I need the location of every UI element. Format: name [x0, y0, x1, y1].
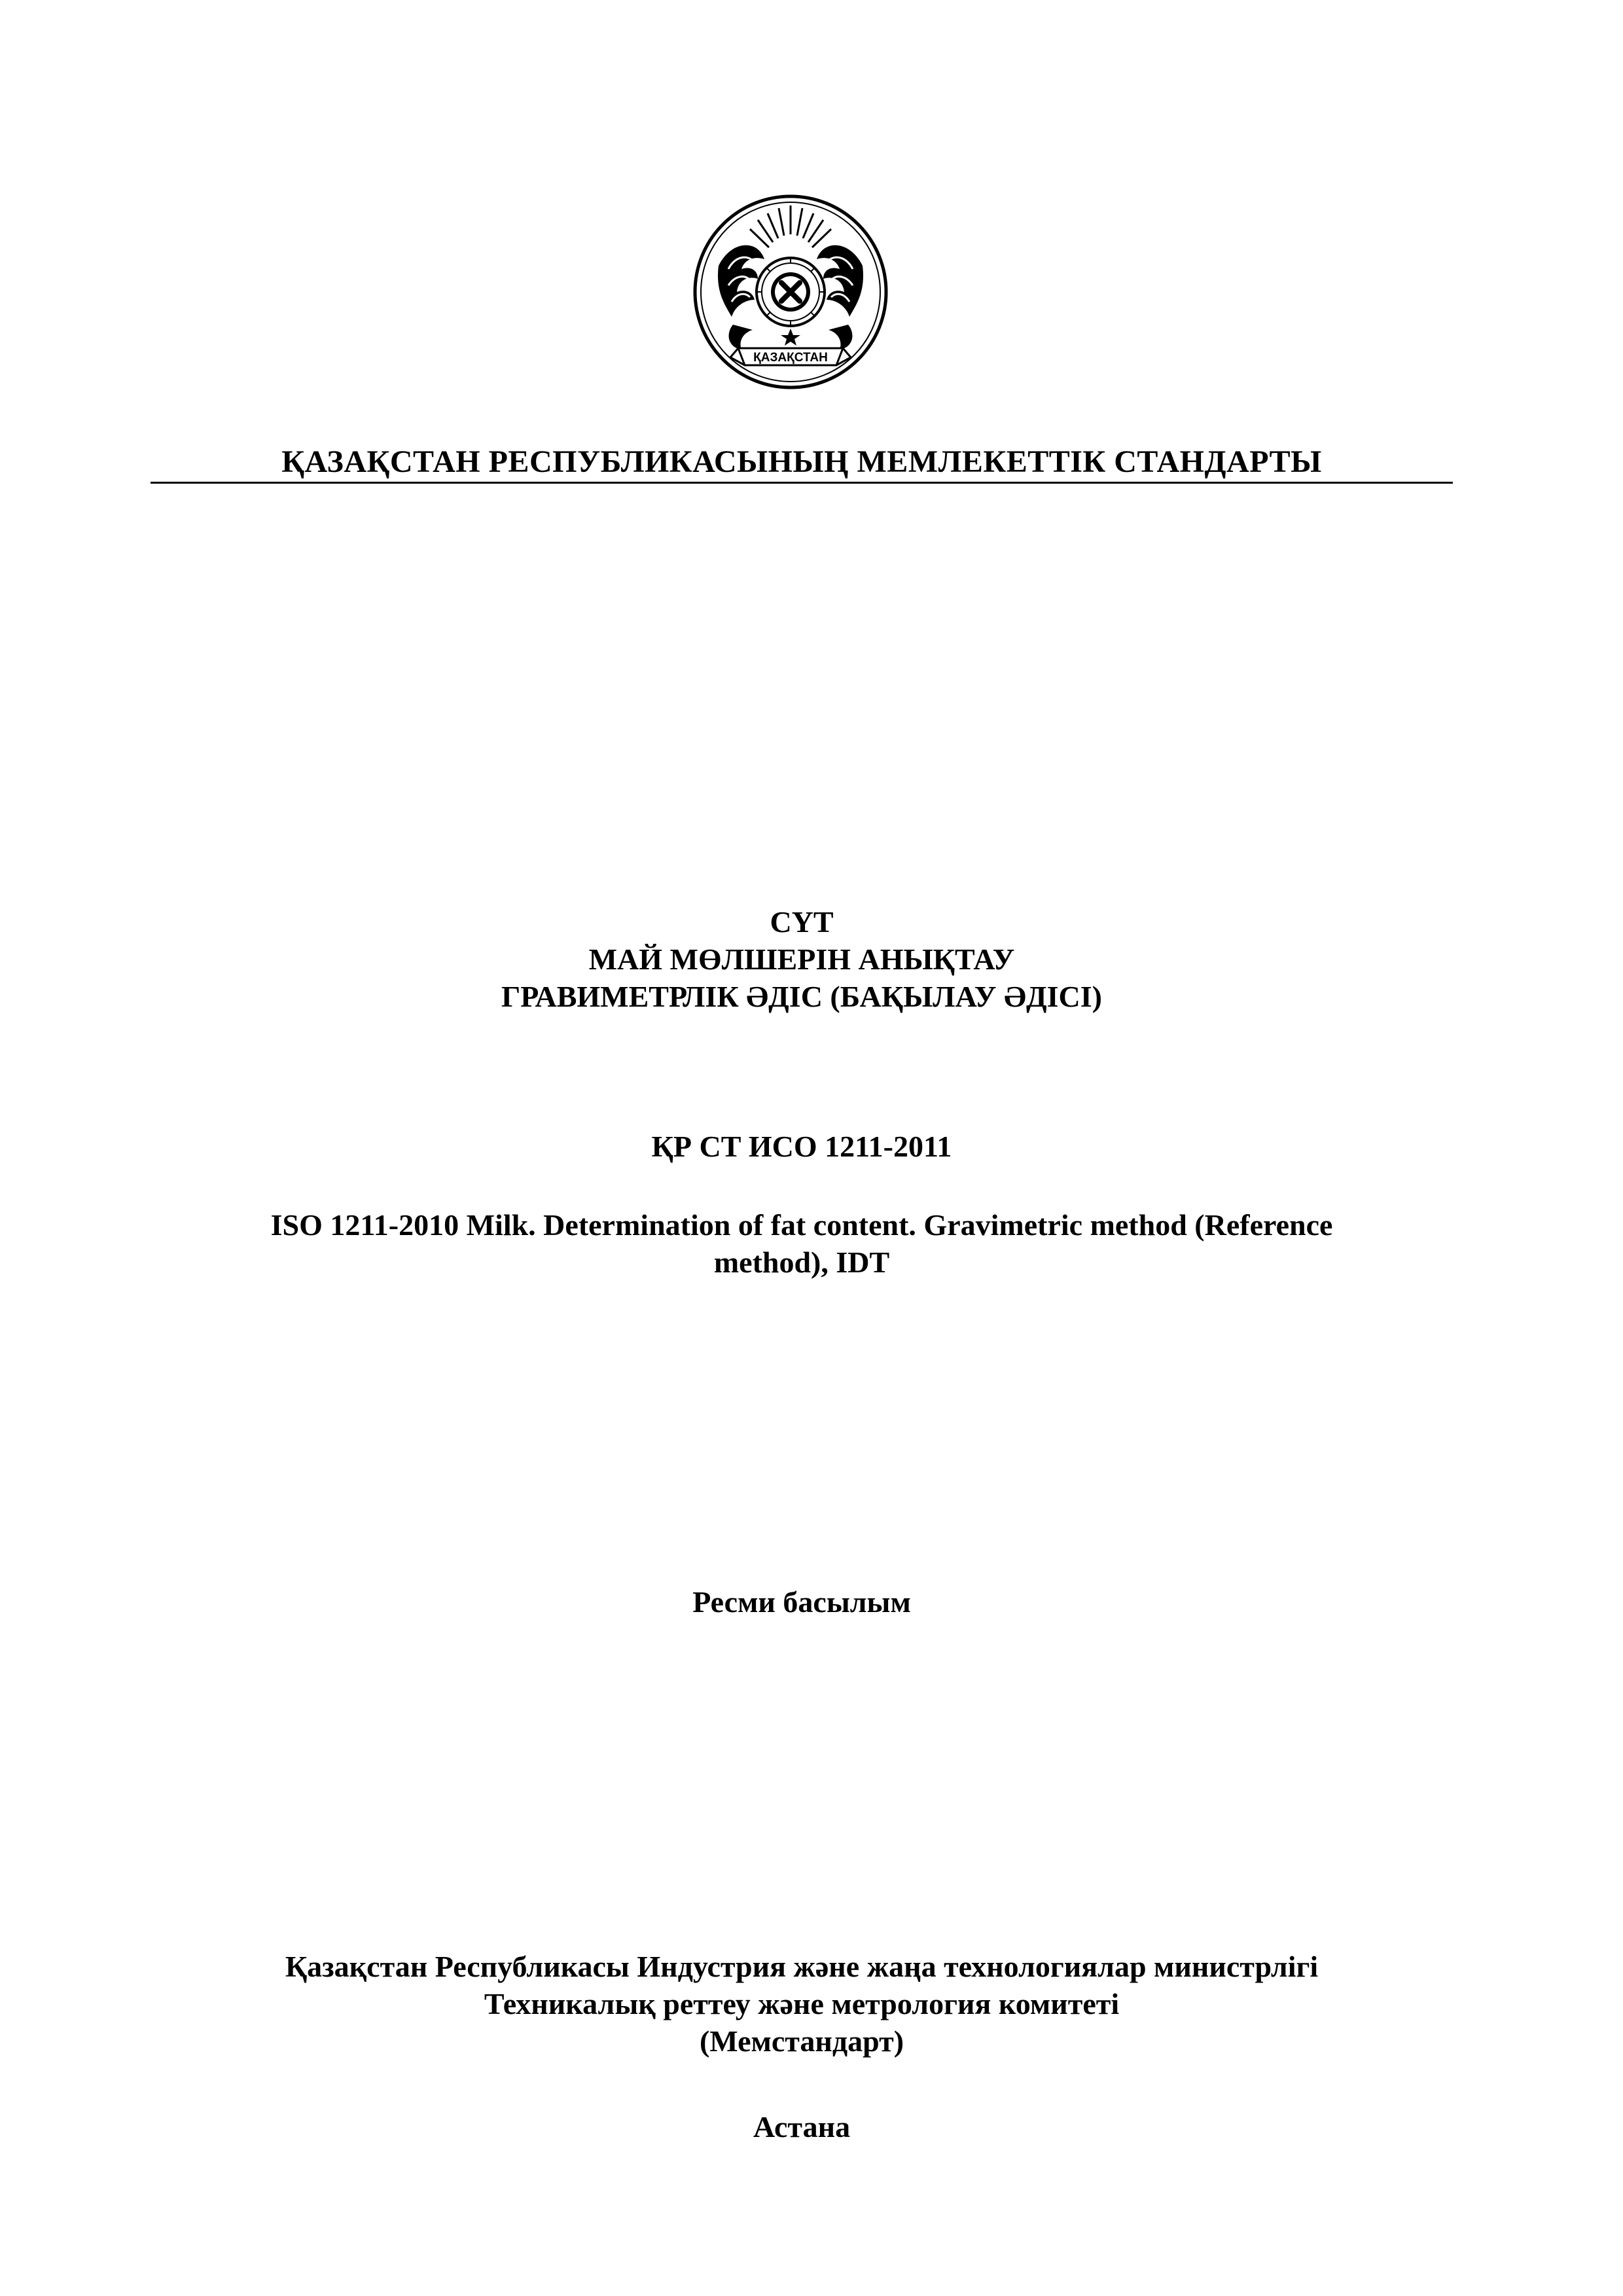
document-title-line: СҮТ: [770, 905, 834, 939]
kazakhstan-state-emblem-icon: [692, 194, 889, 398]
publisher-line: Қазақстан Республикасы Индустрия және жаңа технологиялар министрлігі: [285, 1950, 1319, 1983]
publication-city: Астана: [753, 2110, 851, 2144]
standard-designation: ҚР СТ ИСО 1211-2011: [651, 1130, 952, 1163]
document-title: [151, 903, 1453, 1015]
publisher-organization: [151, 1948, 1453, 2060]
iso-reference-line: method), IDT: [713, 1246, 890, 1279]
document-title-line: ГРАВИМЕТРЛІК ӘДІС (БАҚЫЛАУ ӘДІСІ): [501, 980, 1102, 1013]
publisher-line: Техникалық реттеу және метрология комитеті: [484, 1987, 1120, 2020]
iso-reference-line: ISO 1211-2010 Milk. Determination of fat content. Gravimetric method (Reference: [270, 1208, 1333, 1242]
document-title-line: МАЙ МӨЛШЕРІН АНЫҚТАУ: [588, 942, 1015, 976]
official-edition-label: Ресми басылым: [692, 1585, 911, 1619]
iso-reference: [151, 1206, 1453, 1281]
header-divider: [151, 482, 1453, 484]
publisher-line: (Мемстандарт): [699, 2024, 904, 2058]
svg-text:ҚАЗАҚСТАН: ҚАЗАҚСТАН: [753, 351, 828, 365]
standard-header-title: ҚАЗАҚСТАН РЕСПУБЛИКАСЫНЫҢ МЕМЛЕКЕТТІК СТАНДАРТЫ: [281, 444, 1322, 479]
